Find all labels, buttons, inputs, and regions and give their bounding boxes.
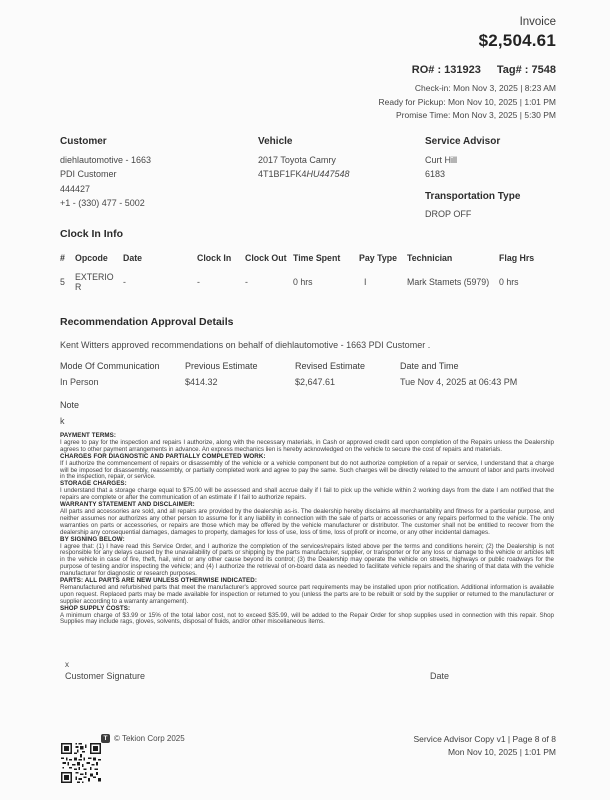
mode-of-communication-value: In Person xyxy=(60,377,99,387)
revised-estimate-value: $2,647.61 xyxy=(295,377,336,387)
service-advisor-label: Service Advisor xyxy=(425,136,501,147)
signature-labels xyxy=(65,671,510,681)
party-info-row xyxy=(60,136,556,222)
recommendation-approval-section xyxy=(60,316,556,426)
customer-label: Customer xyxy=(60,136,107,147)
ro-number: RO# : 131923 xyxy=(411,64,481,76)
date-and-time-label: Date and Time xyxy=(400,361,459,371)
approval-col-mode xyxy=(60,361,185,387)
term-by-signing: BY SIGNING BELOW: I agree that: (1) I have read this Service Order, and I authorize the completion of the services/repairs listed above per the terms and conditions herein; (2) the Dealership is not responsible for any delays caused by the unavailability of parts or shipping by the parts manufacturer, supplier, or transporter or for any loss or damage to the vehicle or articles left in the vehicle in case of fire, theft, hail, wind or any other cause beyond its control; (3) the Dealership may operate the vehicle on streets, highways or public roadways for the purpose of testing and/or inspecting the vehicle; and (4) I authorize the retrieval of on-board data as needed to facilitate vehicle repairs and the sharing of that data with the vehicle manufacturer for diagnostic or research purposes. xyxy=(60,535,554,578)
previous-estimate-value: $414.32 xyxy=(185,377,218,387)
invoice-header xyxy=(379,16,557,123)
qr-code xyxy=(61,742,101,784)
term-payment: PAYMENT TERMS: I agree to pay for the inspection and repairs I authorize, along with the necessary materials, in Cash or approved credit card upon completion of the Repairs unless the Dealership agrees to other payment arrangements in advance. An express mechanics lien is hereby acknowledged on the vehicle to secure the cost of repairs and materials. xyxy=(60,432,554,453)
note-value: k xyxy=(60,416,65,426)
clock-in-title: Clock In Info xyxy=(60,228,123,240)
note-label: Note xyxy=(60,400,80,410)
col-header-technician: Technician xyxy=(407,253,453,263)
copy-version-page: Service Advisor Copy v1 | Page 8 of 8 xyxy=(413,734,556,744)
approval-col-revised xyxy=(295,361,400,387)
approval-col-previous xyxy=(185,361,295,387)
approval-statement: Kent Witters approved recommendations on behalf of diehlautomotive - 1663 PDI Customer . xyxy=(60,340,431,350)
approval-details-grid xyxy=(60,361,556,387)
ready-for-pickup-time: Ready for Pickup: Mon Nov 10, 2025 | 1:01 PM xyxy=(378,96,556,107)
col-header-opcode: Opcode xyxy=(75,253,108,263)
cell-time-spent: 0 hrs xyxy=(293,277,313,287)
printed-datetime: Mon Nov 10, 2025 | 1:01 PM xyxy=(447,747,556,757)
checkin-time: Check-in: Mon Nov 3, 2025 | 8:23 AM xyxy=(414,83,556,93)
col-header-date: Date xyxy=(123,253,143,263)
cell-opcode: EXTERIOR xyxy=(75,272,114,292)
transportation-type-value: DROP OFF xyxy=(425,209,472,219)
cell-clock-out: - xyxy=(245,277,248,287)
term-storage-charges: STORAGE CHARGES: I understand that a storage charge equal to $75.00 will be assessed and shall accrue daily if I fail to pick up the vehicle within 2 working days from the date I am notified that the repairs are complete or after the communication of an estimate if I fail to authorize repairs. xyxy=(60,480,554,502)
vehicle-model: 2017 Toyota Camry xyxy=(258,155,336,165)
vehicle-label: Vehicle xyxy=(258,136,293,147)
copyright-line xyxy=(101,734,185,743)
customer-id: 444427 xyxy=(60,184,91,194)
vehicle-block xyxy=(258,136,425,222)
revised-estimate-label: Revised Estimate xyxy=(295,361,366,371)
date-and-time-value: Tue Nov 4, 2025 at 06:43 PM xyxy=(400,377,518,387)
term-shop-supply: SHOP SUPPLY COSTS: A minimum charge of $3.99 or 15% of the total labor cost, not to exceed $35.99, will be added to the Repair Order for shop supplies used in connection with this repair. Shop Supplies may include rags, gloves, solvents, disposal of fluids, and/or other miscellaneous items. xyxy=(60,604,554,626)
signature-x-mark[interactable]: x xyxy=(65,660,69,669)
clock-in-section xyxy=(60,228,556,292)
cell-date: - xyxy=(123,277,126,287)
advisor-id: 6183 xyxy=(425,168,446,179)
footer-page-info xyxy=(413,733,556,759)
invoice-title: Invoice xyxy=(519,16,556,28)
cell-number: 5 xyxy=(60,277,65,287)
cell-technician: Mark Stamets (5979) xyxy=(407,277,490,287)
signature-block xyxy=(65,660,510,681)
col-header-pay-type: Pay Type xyxy=(359,253,397,263)
customer-name: diehlautomotive - 1663 xyxy=(60,155,152,165)
approval-title: Recommendation Approval Details xyxy=(60,316,234,328)
tekion-logo-icon: T xyxy=(101,734,110,743)
approval-col-datetime xyxy=(400,361,556,387)
previous-estimate-label: Previous Estimate xyxy=(185,361,258,371)
term-diagnostic-charges: CHARGES FOR DIAGNOSTIC AND PARTIALLY COMPLETED WORK: If I authorize the commencement of repairs or disassembly of the vehicle or a vehicle component but do not authorize completion of a repair or service, I understand that a charge will be imposed for disassembly, reassembly, or partially completed work and agree to pay the same. Such charges will be directly related to the amount of labor and parts involved in the inspection, repair, or service. xyxy=(60,452,554,481)
invoice-amount: $2,504.61 xyxy=(478,31,556,50)
customer-block xyxy=(60,136,258,222)
cell-clock-in: - xyxy=(197,277,200,287)
col-header-number: # xyxy=(60,253,65,263)
terms-and-conditions xyxy=(60,433,554,626)
vehicle-vin: 4T1BF1FK4HU447548 xyxy=(258,168,350,179)
col-header-clock-out: Clock Out xyxy=(245,253,287,263)
col-header-flag-hrs: Flag Hrs xyxy=(499,253,535,263)
transportation-type-label: Transportation Type xyxy=(425,191,521,202)
tag-number: Tag# : 7548 xyxy=(496,64,556,76)
customer-phone: +1 - (330) 477 - 5002 xyxy=(60,197,145,208)
clock-in-table xyxy=(60,253,556,292)
term-warranty: WARRANTY STATEMENT AND DISCLAIMER: All parts and accessories are sold, and all repairs are provided by the dealership as-is. The dealership hereby disclaims all merchantability and fitness for a particular purpose, and neither assumes nor authorizes any other person to assume for it any liability in connection with the sale of parts or accessories or any repairs performed to the vehicle. The only warranties on parts or accessories, or repairs are those which may be offered by the vehicle manufacturer or distributor. The customer shall not be entitled to recover from the dealership any consequential damages, damages to property, damages for loss of use, loss of time, loss of profit or income, or any other incidental damages. xyxy=(60,501,554,536)
signature-date-label: Date xyxy=(430,671,450,681)
copyright-text: © Tekion Corp 2025 xyxy=(114,734,185,743)
term-parts: PARTS: ALL PARTS ARE NEW UNLESS OTHERWISE INDICATED: Remanufactured and refurbished parts that meet the manufacturer's approved source part requirements may be installed upon prior notification. Additional information is available upon request. Replaced parts may be made available for inspection or returned to you (unless the parts are to be rebuilt or sold by the supplier or returned to the manufacturer or supplier according to a warranty arrangement). xyxy=(60,577,554,605)
cell-pay-type: I xyxy=(364,277,367,287)
mode-of-communication-label: Mode Of Communication xyxy=(60,361,160,371)
customer-type: PDI Customer xyxy=(60,168,117,179)
header-meta xyxy=(379,82,557,123)
cell-flag-hrs: 0 hrs xyxy=(499,277,519,287)
col-header-time-spent: Time Spent xyxy=(293,253,341,263)
ro-tag-line xyxy=(379,64,557,76)
advisor-block xyxy=(425,136,556,222)
promise-time: Promise Time: Mon Nov 3, 2025 | 5:30 PM xyxy=(396,110,556,120)
col-header-clock-in: Clock In xyxy=(197,253,232,263)
advisor-name: Curt Hill xyxy=(425,155,458,165)
customer-signature-label: Customer Signature xyxy=(65,671,146,681)
